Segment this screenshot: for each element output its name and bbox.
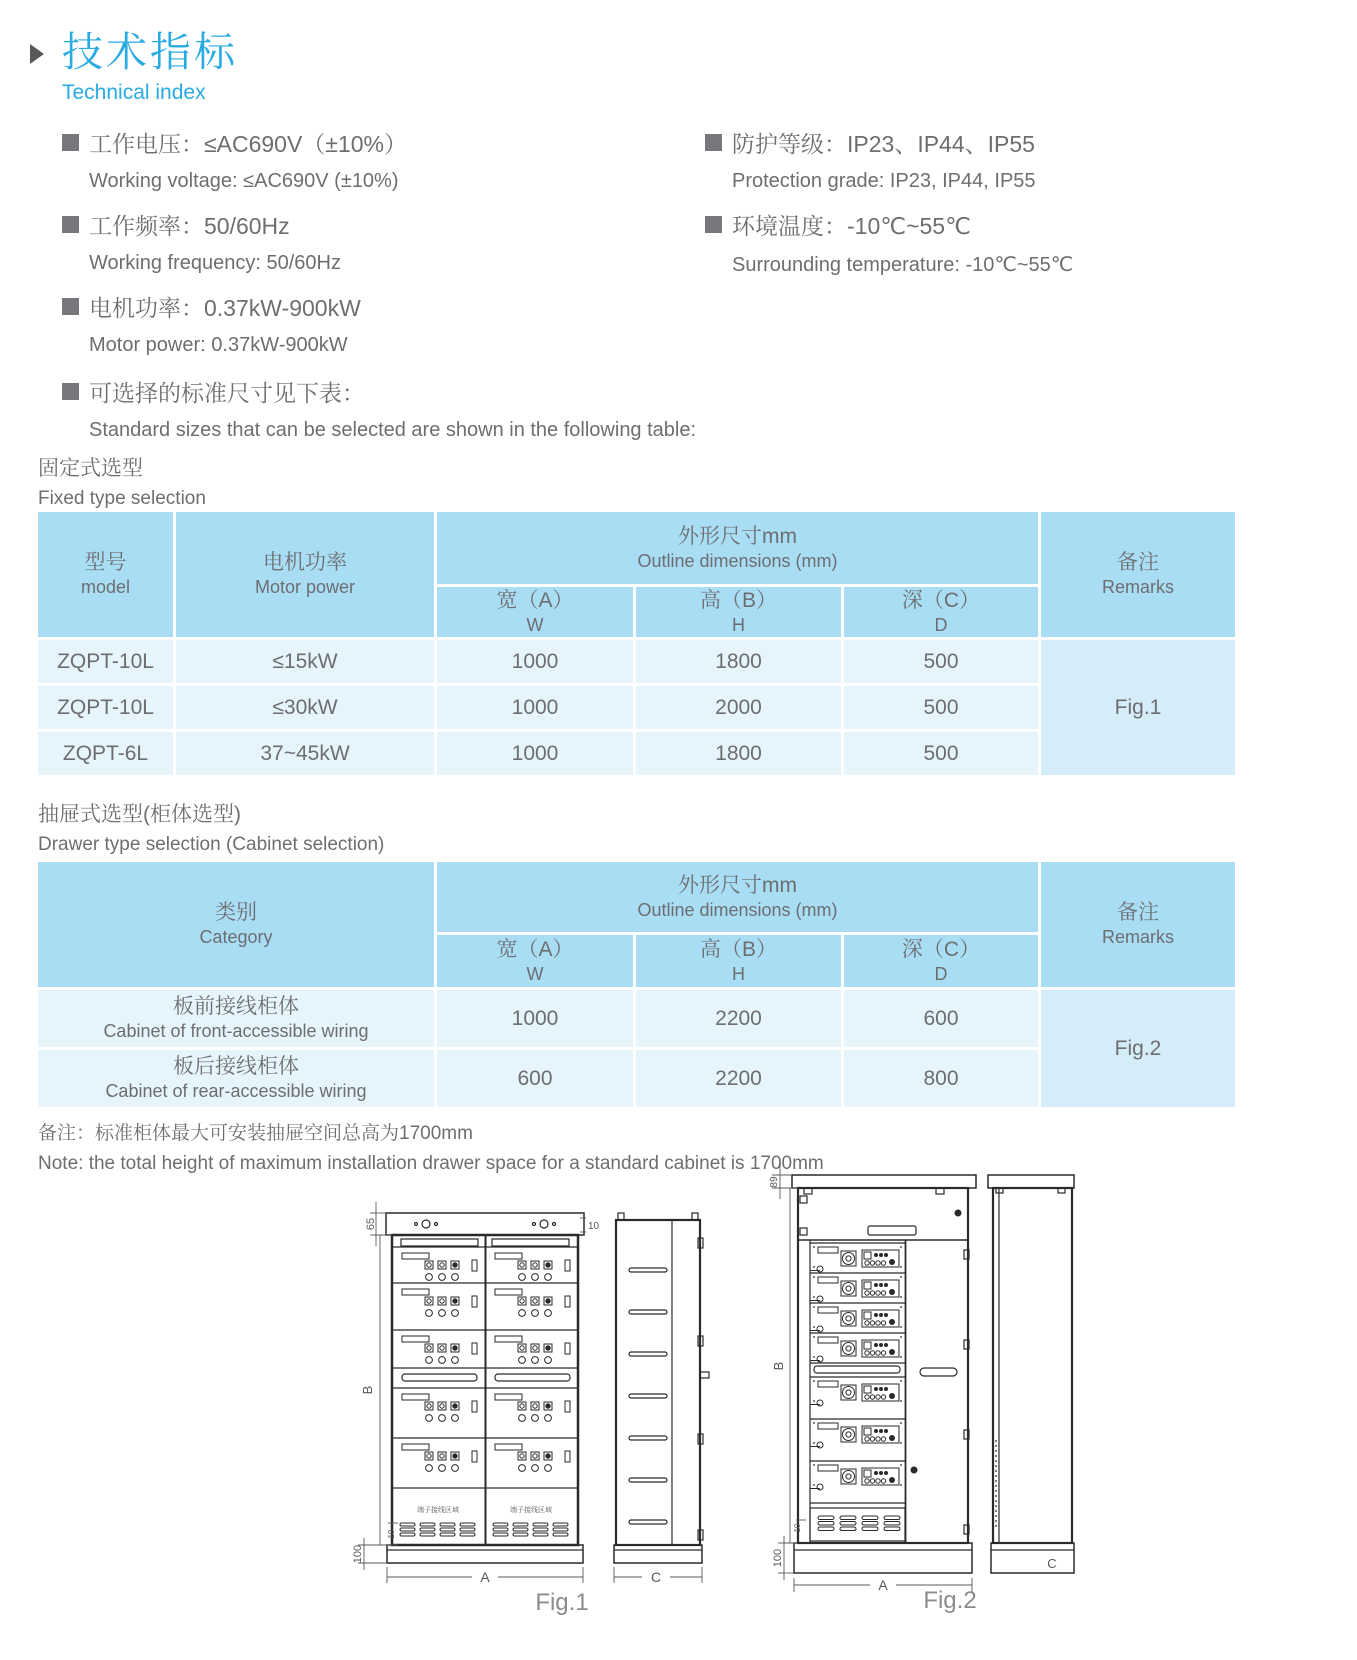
spec-en: Motor power: 0.37kW-900kW [89,334,348,356]
fig1-drawing [330,1140,720,1620]
fig2-side-view [988,1175,1074,1573]
fig1-dim-100-label: 100 [352,1544,364,1564]
col-header-outline-dimensions [437,512,1038,584]
section-title-zh: 抽屉式选型(柜体选型) [38,803,241,826]
header-en: Outline dimensions (mm) [637,550,838,571]
table-cell-depth: 500 [844,686,1038,729]
category-en: Cabinet of rear-accessible wiring [105,1081,367,1102]
spec-zh: 可选择的标准尺寸见下表： [89,380,365,406]
col-header-category [38,862,434,987]
fig1-dim-a-label: A [480,1569,490,1585]
table-cell-model: ZQPT-10L [38,686,173,729]
header-zh: 外形尺寸mm [678,524,797,548]
fig1-dim-b-label: B [360,1385,375,1395]
header-en: W [526,614,544,635]
fig2-front-view [792,1175,976,1573]
header-en: H [732,963,745,984]
fig2-dim-b-label: B [771,1361,786,1371]
table-cell-depth: 600 [844,990,1038,1047]
header-zh: 类别 [215,901,257,925]
note-zh: 备注：标准柜体最大可安装抽屉空间总高为1700mm [38,1123,473,1144]
spec-en: Working voltage: ≤AC690V (±10%) [89,170,399,192]
header-zh: 深（C） [901,937,981,961]
col-header-height [636,587,841,637]
spec-zh: 电机功率：0.37kW-900kW [89,295,361,321]
col-header-depth [844,935,1038,987]
table-cell-remark: Fig.2 [1041,990,1235,1107]
drawer-selection-heading [38,798,384,856]
fixed-selection-heading [38,452,206,510]
fig2-dim-a-label: A [878,1577,888,1593]
bullet-square-icon [62,216,79,233]
spec-list [62,126,1312,457]
fig2-dim-10-label: 10 [793,1523,802,1533]
fig2-dimension-labels [769,1176,1057,1593]
bullet-square-icon [62,298,79,315]
header-zh: 电机功率 [263,551,347,575]
spec-working-frequency [62,208,705,275]
header-en: W [526,963,544,984]
table-cell-height: 2000 [636,686,841,729]
header-zh: 宽（A） [496,937,574,961]
category-zh: 板后接线柜体 [173,1055,299,1079]
table-cell-category [38,1050,434,1107]
header-en: D [934,614,948,635]
table-cell-height: 1800 [636,640,841,683]
header-zh: 高（B） [699,588,777,612]
fig2-dim-c-label: C [1047,1556,1057,1571]
fig1-dim-10-top-label: 10 [588,1221,600,1232]
section-title-zh: 固定式选型 [38,457,143,480]
table-cell-width: 600 [437,1050,633,1107]
bullet-square-icon [62,134,79,151]
section-marker-icon [30,44,44,64]
header-zh: 宽（A） [496,588,574,612]
header-en: model [80,577,131,598]
spec-motor-power [62,290,705,357]
table-cell-power: 37~45kW [176,732,434,775]
page-subtitle: Technical index [62,81,206,105]
spec-standard-sizes [62,375,705,442]
fig1-dim-10-bottom-label: 10 [387,1529,396,1539]
fig1-dimension-labels [352,1218,661,1585]
col-header-width [437,935,633,987]
fig1-dim-c-label: C [650,1569,662,1585]
table-cell-model: ZQPT-10L [38,640,173,683]
bullet-square-icon [705,134,722,151]
spec-zh: 环境温度：-10℃~55℃ [732,213,971,239]
table-cell-depth: 500 [844,732,1038,775]
col-header-remarks [1041,512,1235,637]
col-header-depth [844,587,1038,637]
header-en: H [732,614,745,635]
fig1-front-view [386,1213,584,1563]
fig2-caption: Fig.2 [923,1587,977,1614]
page-title: 技术指标 [62,29,238,75]
fig1-dim-65-label: 65 [365,1217,377,1231]
spec-surrounding-temperature [705,208,1312,277]
page-header [30,30,238,105]
spec-column-left [62,126,705,457]
fig1-side-view [614,1213,709,1563]
spec-zh: 工作频率：50/60Hz [89,213,290,239]
table-cell-category [38,990,434,1047]
header-en: D [934,963,948,984]
section-title-en: Drawer type selection (Cabinet selection) [38,834,385,855]
col-header-outline-dimensions [437,862,1038,932]
section-title-en: Fixed type selection [38,488,206,509]
fixed-selection-table [38,512,1235,775]
title-block [62,30,238,105]
table-cell-width: 1000 [437,640,633,683]
table-cell-depth: 800 [844,1050,1038,1107]
header-en: Category [199,927,273,948]
spec-zh: 工作电压：≤AC690V（±10%） [89,131,407,157]
header-en: Outline dimensions (mm) [637,899,838,920]
col-header-height [636,935,841,987]
header-zh: 深（C） [901,588,981,612]
spec-en: Standard sizes that can be selected are shown in the following table: [89,419,697,441]
table-cell-height: 1800 [636,732,841,775]
col-header-remarks [1041,862,1235,987]
header-en: Remarks [1101,577,1174,598]
spec-column-right [705,126,1312,457]
fig2-dim-89-label: 89 [769,1176,780,1188]
header-zh: 高（B） [699,937,777,961]
fig1-caption: Fig.1 [535,1589,589,1616]
table-cell-width: 1000 [437,732,633,775]
table-cell-width: 1000 [437,686,633,729]
table-cell-height: 2200 [636,1050,841,1107]
col-header-width [437,587,633,637]
spec-en: Protection grade: IP23, IP44, IP55 [732,170,1036,192]
header-zh: 备注 [1117,551,1159,575]
spec-zh: 防护等级：IP23、IP44、IP55 [732,131,1035,157]
spec-en: Working frequency: 50/60Hz [89,252,341,274]
header-zh: 备注 [1117,901,1159,925]
table-cell-model: ZQPT-6L [38,732,173,775]
fig2-drawing [720,1100,1080,1620]
header-zh: 型号 [84,551,127,575]
header-en: Motor power [254,577,356,598]
table-cell-height: 2200 [636,990,841,1047]
category-zh: 板前接线柜体 [173,995,299,1019]
col-header-motor-power [176,512,434,637]
bullet-square-icon [705,216,722,233]
spec-en: Surrounding temperature: -10℃~55℃ [732,254,1074,276]
fig2-dim-100-label: 100 [772,1548,784,1568]
header-zh: 外形尺寸mm [678,873,797,897]
spec-protection-grade [705,126,1312,193]
fig1-terminal-area-label: 端子接线区域 [417,1507,459,1514]
category-en: Cabinet of front-accessible wiring [103,1021,369,1042]
drawer-selection-table [38,862,1235,1107]
note-en: Note: the total height of maximum installation drawer space for a standard cabinet is 1700mm [38,1153,824,1174]
table-cell-power: ≤30kW [176,686,434,729]
table-cell-power: ≤15kW [176,640,434,683]
spec-working-voltage [62,126,705,193]
fig1-terminal-area-label: 端子接线区域 [510,1507,552,1514]
table-cell-remark: Fig.1 [1041,640,1235,775]
header-en: Remarks [1101,927,1174,948]
bullet-square-icon [62,383,79,400]
table-cell-depth: 500 [844,640,1038,683]
table-cell-width: 1000 [437,990,633,1047]
col-header-model [38,512,173,637]
